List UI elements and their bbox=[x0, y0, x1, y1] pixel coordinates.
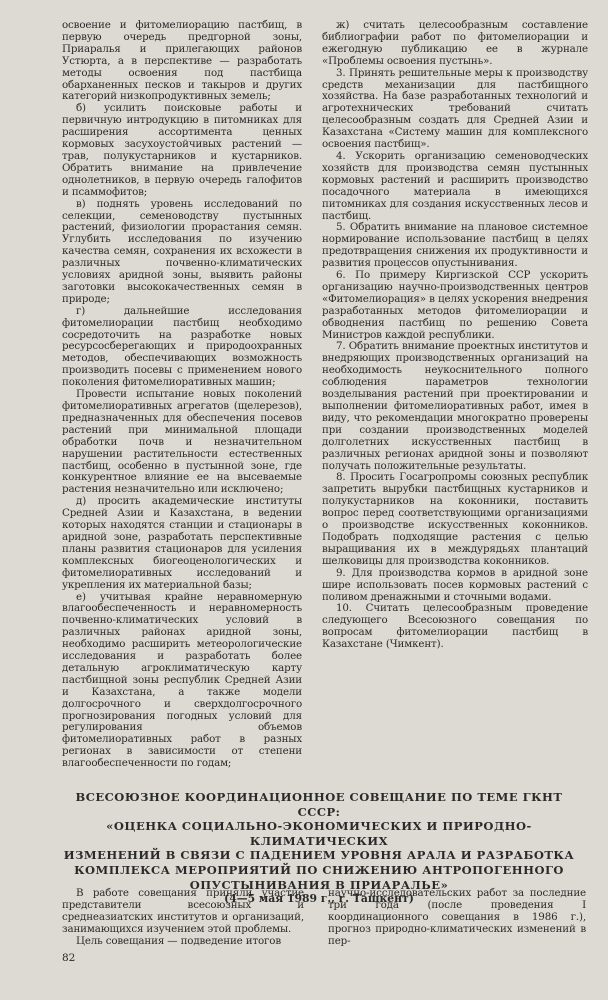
paragraph: Провести испытание новых поколений фитомелиоративных агрегатов (щелерезов), предназначенных для обеспечения посевов растений при минимальной площади обработки почв и незначительном нарушении растительности естественных пастбищ, особенно в пустынной зоне, где конкурентное влияние ее на высеваемые растения незначительно или исключено; bbox=[62, 388, 302, 496]
paragraph: в) поднять уровень исследований по селекции, семеноводству пустынных растений, физиологии прорастания семян. Углубить исследования по изучению качества семян, сохранения их всхожести в различных почвенно-климатических условиях аридной зоны, выявить районы заготовки высококачественных семян в природе; bbox=[62, 197, 302, 305]
heading-line: ОПУСТЫНИВАНИЯ В ПРИАРАЛЬЕ» bbox=[189, 877, 449, 892]
heading-line: «ОЦЕНКА СОЦИАЛЬНО-ЭКОНОМИЧЕСКИХ И ПРИРОДНО-КЛИМАТИЧЕСКИХ bbox=[106, 819, 532, 848]
paragraph: Цель совещания — подведение итогов bbox=[76, 934, 281, 947]
heading-line: КОМПЛЕКСА МЕРОПРИЯТИЙ ПО СНИЖЕНИЮ АНТРОПОГЕННОГО bbox=[74, 862, 564, 877]
heading-line: ИЗМЕНЕНИЙ В СВЯЗИ С ПАДЕНИЕМ УРОВНЯ АРАЛА И РАЗРАБОТКА bbox=[63, 848, 575, 863]
left-column bbox=[62, 20, 302, 770]
paragraph: 6. По примеру Киргизской ССР ускорить организацию научно-производственных центров «Фитомелиорация» в целях ускорения внедрения разработанных методов фитомелиорации и обводнения пастбищ по решению Совета Министров каждой республики. bbox=[322, 269, 588, 341]
paragraph: 10. Считать целесообразным проведение следующего Всесоюзного совещания по вопросам фитомелиорации пастбищ в Казахстане (Чимкент). bbox=[322, 602, 588, 651]
bottom-right-column bbox=[328, 888, 586, 948]
paragraph: 5. Обратить внимание на плановое системное нормирование использование пастбищ в целях предотвращения снижения их продуктивности и развития процессов опустынивания. bbox=[322, 221, 588, 270]
heading-line: ВСЕСОЮЗНОЕ КООРДИНАЦИОННОЕ СОВЕЩАНИЕ ПО ТЕМЕ ГКНТ СССР: bbox=[75, 790, 563, 819]
heading-date: (4—5 мая 1989 г., г. Ташкент) bbox=[224, 892, 414, 906]
paragraph: 8. Просить Госагропромы союзных республик запретить вырубки пастбищных кустарников и полукустарников на коконники, поставить вопрос перед соответствующими организациями о производстве искусственных коконников. Подобрать подходящие растения с целью выращивания их в междурядьях плантаций шелковицы для производства коконников. bbox=[322, 471, 588, 567]
paragraph: 3. Принять решительные меры к производству средств механизации для пастбищного хозяйства. На базе разработанных технологий и агротехнических требований считать целесообразным создать для Средней Азии и Казахстана «Систему машин для комплексного освоения пастбищ». bbox=[322, 66, 588, 151]
bottom-left-column bbox=[62, 888, 304, 948]
page-number: 82 bbox=[62, 952, 76, 964]
paragraph: 4. Ускорить организацию семеноводческих хозяйств для производства семян пустынных кормовых растений и расширить производство посадочного материала в имеющихся питомниках для создания искусственных лесов и пастбищ. bbox=[322, 149, 588, 222]
paragraph: е) учитывая крайне неравномерную влагообеспеченность и неравномерность почвенно-климатических условий в различных районах аридной зоны, необходимо расширить метеорологические исследования и разработать более детальную агроклиматическую карту пастбищной зоны республик Средней Азии и Казахстана, а также модели долгосрочного и сверхдолгосрочного прогнозирования погодных условий для регулирования объемов фитомелиоративных работ в разных регионах в зависимости от степени влагообеспеченности по годам; bbox=[62, 590, 302, 770]
paragraph: ж) считать целесообразным составление библиографии работ по фитомелиорации и ежегодную публикацию ее в журнале «Проблемы освоения пустынь». bbox=[322, 19, 588, 67]
paragraph: 9. Для производства кормов в аридной зоне шире использовать посев кормовых растений с поливом дренажными и сточными водами. bbox=[322, 566, 588, 603]
paragraph: д) просить академические институты Средней Азии и Казахстана, в ведении которых находятся станции и стационары в аридной зоне, разработать перспективные планы развития стационаров для усиления комплексных биогеоценологических и фитомелиоративных исследований и укрепления их материальной базы; bbox=[62, 495, 302, 591]
right-column bbox=[322, 20, 588, 651]
paragraph: В работе совещания приняли участие представители всесоюзных и среднеазиатских институтов и организаций, занимающихся изучением этой проблемы. bbox=[62, 887, 304, 935]
paragraph: б) усилить поисковые работы и первичную интродукцию в питомниках для расширения ассортимента ценных кормовых засухоустойчивых растений — трав, полукустарников и кустарников. Обратить внимание на привлечение однолетников, в первую очередь галофитов и псаммофитов; bbox=[62, 102, 302, 198]
paragraph: научно-исследовательских работ за последние три года (после проведения I координационного совещания в 1986 г.), прогноз природно-климатических изменений в пер- bbox=[328, 887, 586, 947]
paragraph: 7. Обратить внимание проектных институтов и внедряющих производственных организаций на необходимость неукоснительного полного соблюдения параметров технологии возделывания растений при проектировании и выполнении фитомелиоративных работ, имея в виду, что рекомендации многократно проверены при создании производственных моделей долголетних искусственных пастбищ в различных регионах аридной зоны и позволяют получать положительные результаты. bbox=[322, 340, 588, 472]
paragraph: освоение и фитомелиорацию пастбищ, в первую очередь предгорной зоны, Приаралья и прилегающих районов Устюрта, а в перспективе — разработать методы освоения под пастбища обарханенных песков и такыров и других категорий низкопродуктивных земель; bbox=[62, 19, 302, 103]
paragraph: г) дальнейшие исследования фитомелиорации пастбищ необходимо сосредоточить на разработке новых ресурсосберегающих и природоохранных методов, обеспечивающих возможность производить посевы с применением нового поколения фитомелиоративных машин; bbox=[62, 304, 302, 389]
